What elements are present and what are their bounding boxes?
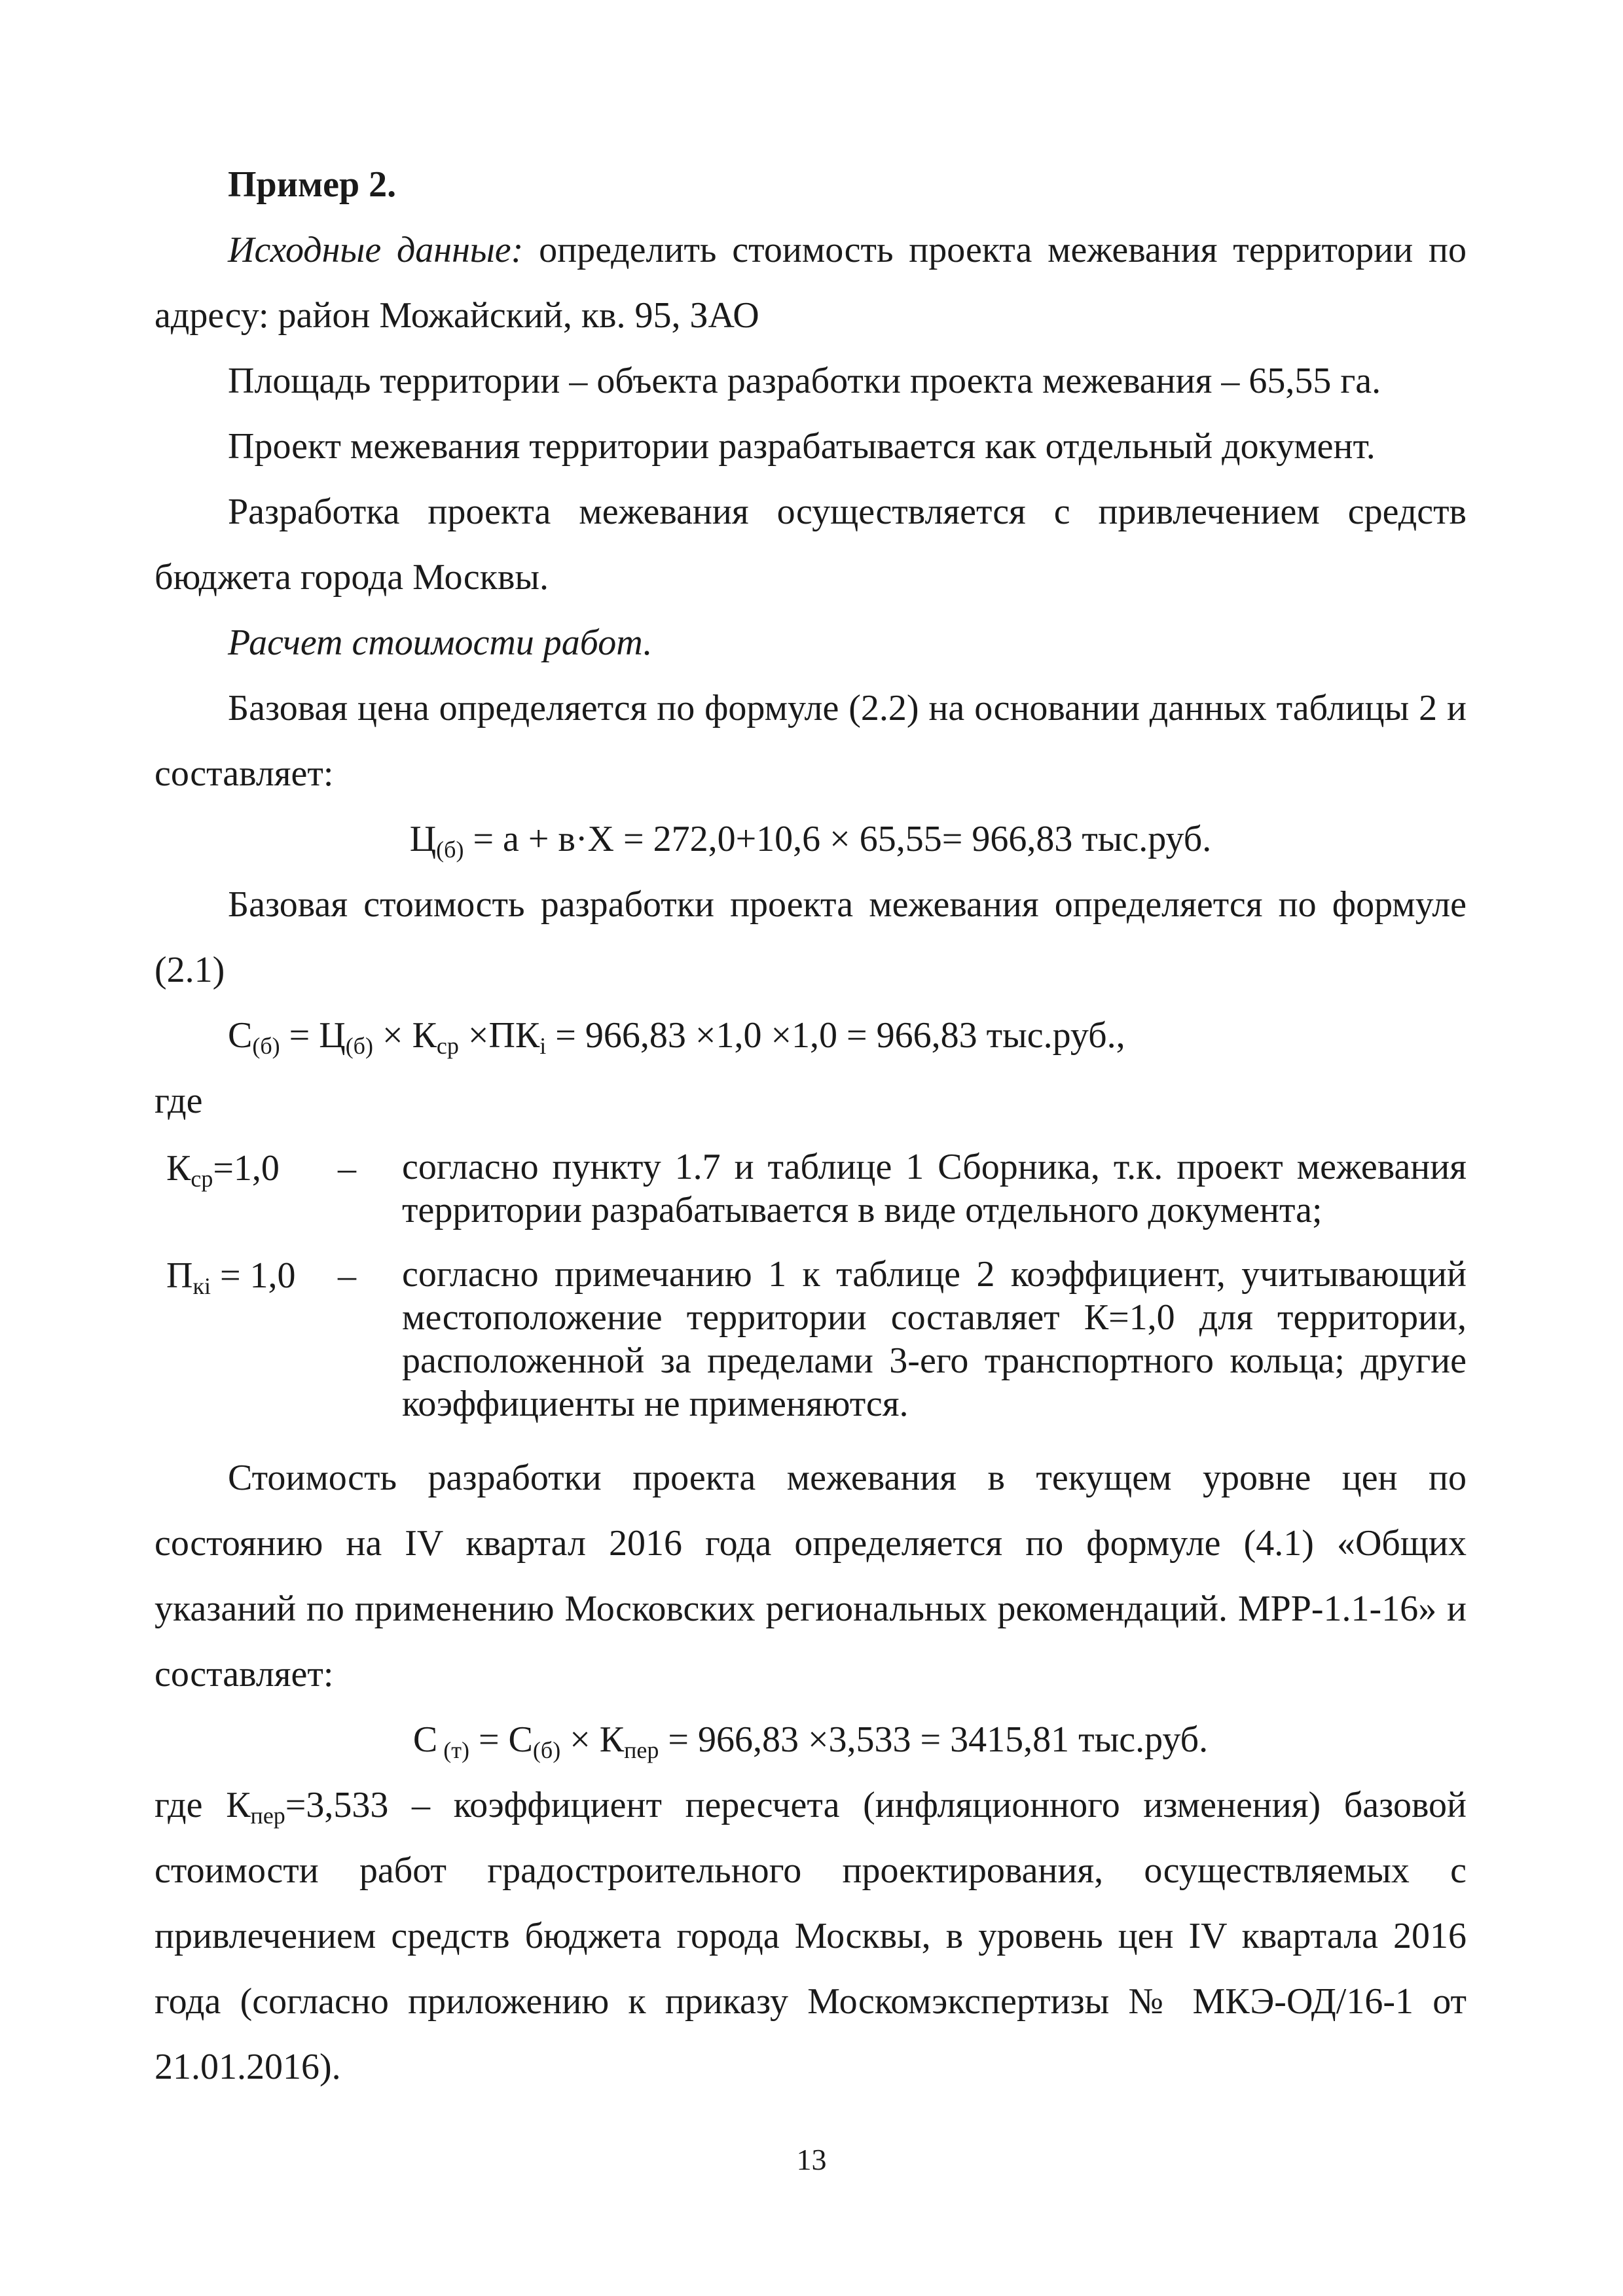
budget-paragraph: Разработка проекта межевания осуществляется с привлечением средств бюджета города Москвы. (155, 492, 1467, 598)
where-item-dash: – (338, 1255, 356, 1296)
where-item-pki (155, 1246, 1467, 1426)
base-cost-paragraph: Базовая стоимость разработки проекта межевания определяется по формуле (2.1) (155, 884, 1467, 990)
where-item-text: согласно пункту 1.7 и таблице 1 Сборника, т.к. проект межевания территории разрабатывается в виде отдельного документа; (402, 1147, 1467, 1230)
where-item-symbol: $П_{кi} = 1,0$ (166, 1255, 296, 1299)
where-definitions (155, 1139, 1467, 1426)
where-item-ksr (155, 1139, 1467, 1232)
where-word: где (155, 1081, 203, 1121)
document-page (155, 152, 1467, 2100)
where-item-symbol: $К_{ср}=1,0$ (166, 1148, 280, 1192)
calculation-heading: Расчет стоимости работ. (228, 622, 653, 663)
base-cost-formula: $С_{(б)} = Ц_{(б)} \times К_{ср} \times ПК_i = 966,83 \times 1,0 \times 1,0 = 966,83$ тыс.руб., (228, 1015, 1125, 1059)
source-data-paragraph (155, 217, 1467, 348)
current-cost-paragraph: Стоимость разработки проекта межевания в текущем уровне цен по состоянию на IV квартал 2016 года определяется по формуле (4.1) «Общих указаний по применению Московских региональных рекомендаций. МРР-1.1-16» и составляет: (155, 1458, 1467, 1695)
example-title: Пример 2. (228, 164, 397, 205)
conversion-coefficient-paragraph: где $К_{пер}=3,533$ – коэффициент пересчета (инфляционного изменения) базовой стоимости работ градостроительного проектирования, осуществляемых с привлечением средств бюджета города Москвы, в уровень цен IV квартала 2016 года (согласно приложению к приказу Москомэкспертизы № МКЭ-ОД/16-1 от 21.01.2016). (155, 1785, 1467, 2087)
page-number: 13 (796, 2143, 827, 2176)
source-data-label: Исходные данные: (228, 230, 524, 270)
where-item-text: согласно примечанию 1 к таблице 2 коэффициент, учитывающий местоположение территории составляет К=1,0 для территории, расположенной за пределами 3-его транспортного кольца; другие коэффициенты не применяются. (402, 1254, 1467, 1424)
where-item-dash: – (338, 1148, 356, 1189)
area-paragraph: Площадь территории – объекта разработки проекта межевания – 65,55 га. (228, 361, 1381, 401)
base-price-paragraph: Базовая цена определяется по формуле (2.2) на основании данных таблицы 2 и составляет: (155, 688, 1467, 794)
base-price-formula: $Ц_{(б)} = а + в\cdot Х = 272,0+10,6 \times 65,55= 966,83$ тыс.руб. (409, 819, 1212, 863)
current-cost-formula: С $_{(т)} = С_{(б)} \times К_{пер} = 966,83 \times 3,533 = 3415,81$ тыс.руб. (412, 1719, 1209, 1763)
source-data-text: определить стоимость проекта межевания территории по адресу: район Можайский, кв. 95, ЗАО (155, 230, 1467, 336)
separate-document-paragraph: Проект межевания территории разрабатывается как отдельный документ. (228, 426, 1376, 467)
